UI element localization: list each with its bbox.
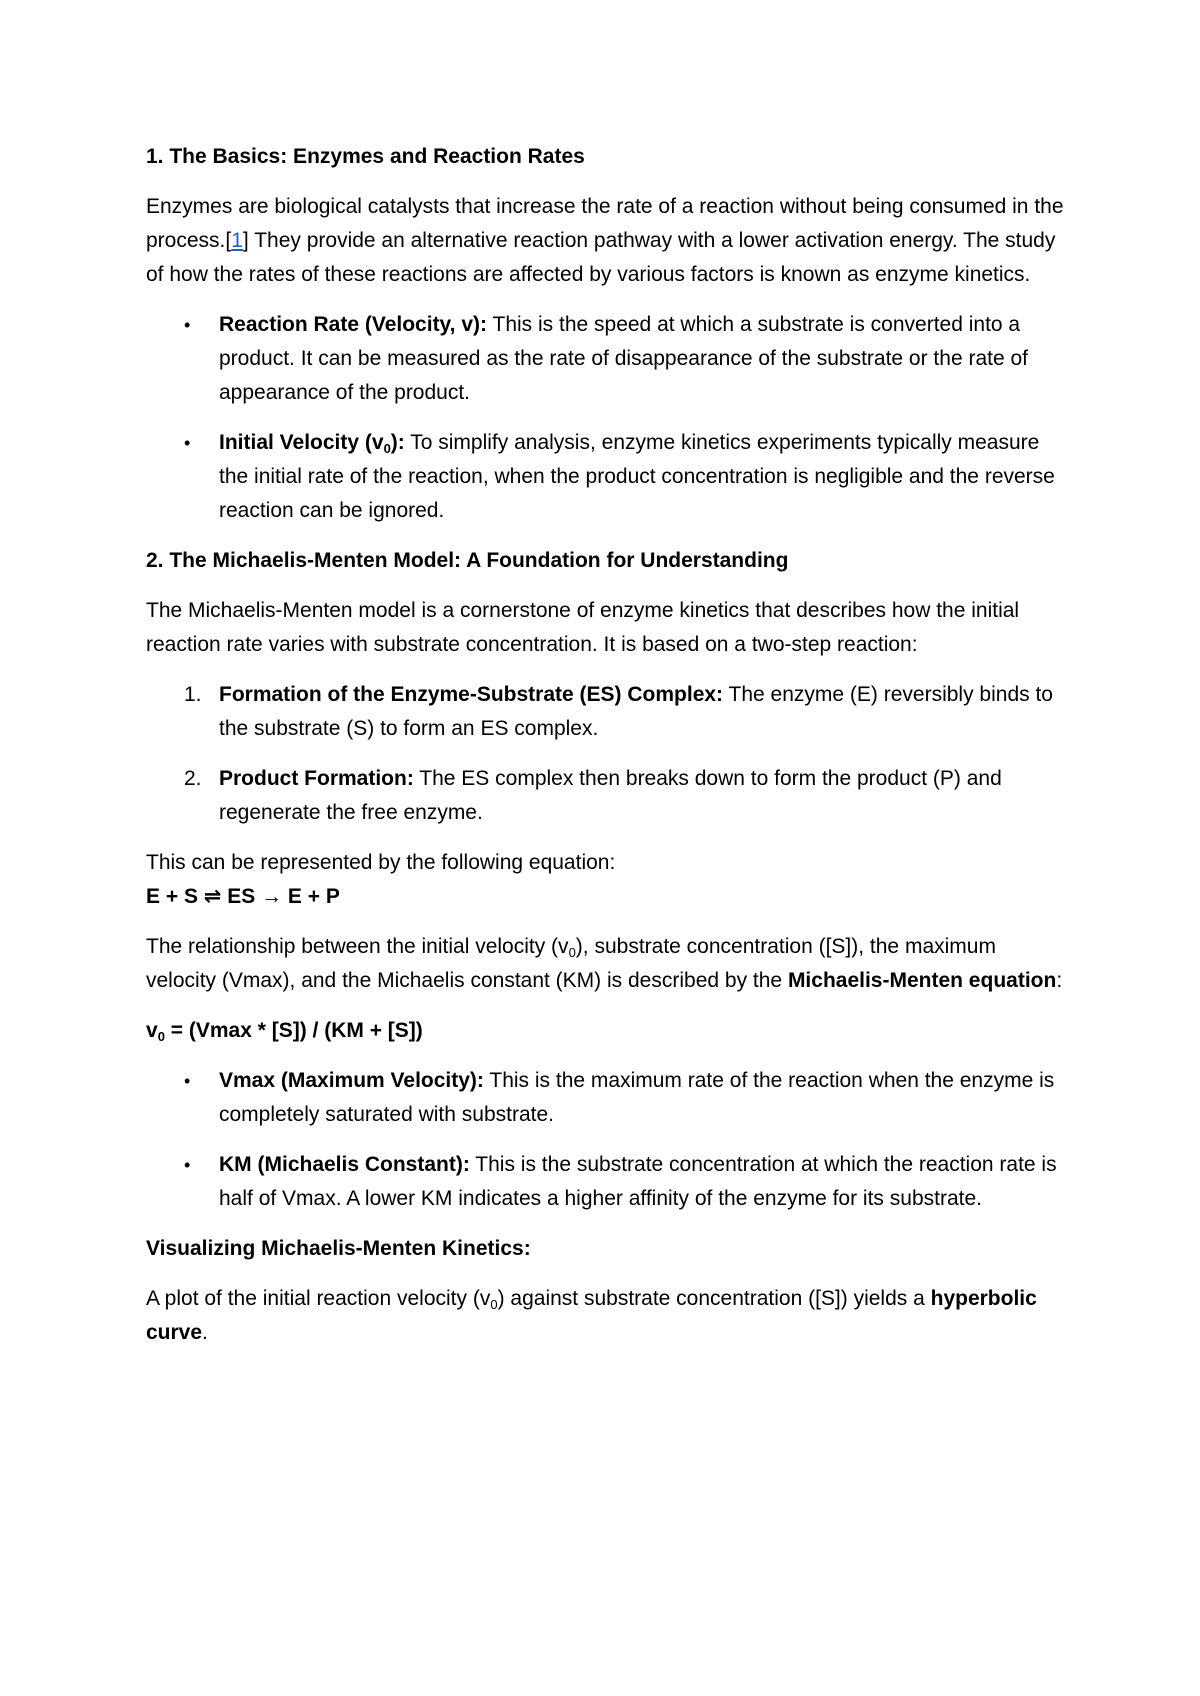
plot-text: A plot of the initial reaction velocity (v [146,1287,491,1310]
mm-equation-rest: = (Vmax * [S]) / (KM + [S]) [164,1019,423,1042]
definitions-bullet-list [146,1064,1066,1216]
citation-link[interactable]: 1 [231,229,243,252]
plot-text: ) against substrate concentration ([S]) yields a [497,1287,931,1310]
relationship-text: ), substrate concentration ([S]), the maximum velocity (Vmax), and the Michaelis constant (KM) is described by the [146,935,996,992]
section-1-heading: 1. The Basics: Enzymes and Reaction Rates [146,145,585,168]
section-2-intro: The Michaelis-Menten model is a cornerstone of enzyme kinetics that describes how the initial reaction rate varies with substrate concentration. It is based on a two-step reaction: [146,599,1020,656]
subscript: 0 [490,1297,498,1312]
list-item-text: To simplify analysis, enzyme kinetics experiments typically measure the initial rate of the reaction, when the product concentration is negligible and the reverse reaction can be ignored. [219,431,1055,522]
list-item [146,762,1066,830]
list-item-text: This is the substrate concentration at which the reaction rate is half of Vmax. A lower KM indicates a higher affinity of the enzyme for its substrate. [219,1153,1057,1210]
list-item [146,308,1066,410]
michaelis-menten-equation [146,1014,1066,1048]
list-item [146,678,1066,746]
subscript: 0 [383,441,391,456]
relationship-paragraph [146,930,1066,998]
relationship-text: : [1056,969,1063,992]
list-item-text: The enzyme (E) reversibly binds to the substrate (S) to form an ES complex. [219,683,1053,740]
intro-text-before-ref: Enzymes are biological catalysts that increase the rate of a reaction without being consumed in the process. [146,195,1064,252]
list-item-term: KM (Michaelis Constant): [219,1153,470,1176]
bullet-icon: • [184,1155,191,1175]
list-item-term: Reaction Rate (Velocity, v): [219,313,488,336]
mm-equation-text [146,1019,423,1042]
list-item-text: This is the speed at which a substrate is converted into a product. It can be measured as the rate of disappearance of the substrate or the rate of appearance of the product. [219,313,1028,404]
section-1-bullet-list [146,308,1066,528]
equation-intro: This can be represented by the following equation: [146,851,616,874]
reaction-equation-text: E + S ⇌ ES → E + P [146,885,340,908]
list-number: 1. [184,683,202,706]
subscript: 0 [157,1029,165,1044]
list-item-term: Formation of the Enzyme-Substrate (ES) Complex: [219,683,724,706]
plot-bold: hyperbolic curve [146,1287,1037,1344]
list-item [146,1148,1066,1216]
document-page [146,140,1066,1366]
section-1-intro [146,190,1066,292]
list-number: 2. [184,767,202,790]
citation-close-bracket: ] [242,229,249,252]
plot-text: . [202,1321,208,1344]
section-2-heading: 2. The Michaelis-Menten Model: A Foundation for Understanding [146,549,789,572]
list-item [146,426,1066,528]
bullet-icon: • [184,1071,191,1091]
list-item-text: The ES complex then breaks down to form the product (P) and regenerate the free enzyme. [219,767,1002,824]
list-item-term [219,431,405,454]
list-item [146,1064,1066,1132]
bullet-icon: • [184,315,191,335]
relationship-text: The relationship between the initial velocity (v [146,935,569,958]
visualizing-heading: Visualizing Michaelis-Menten Kinetics: [146,1237,531,1260]
list-item-term: Vmax (Maximum Velocity): [219,1069,484,1092]
section-2-numbered-list [146,678,1066,830]
bullet-icon: • [184,433,191,453]
mm-equation-v: v [146,1019,158,1042]
plot-paragraph [146,1282,1066,1350]
list-item-term: Product Formation: [219,767,414,790]
term-part: ): [390,431,405,454]
reaction-equation [146,880,1066,914]
citation-open-bracket: [ [225,229,232,252]
relationship-bold: Michaelis-Menten equation [787,969,1057,992]
list-item-text: This is the maximum rate of the reaction when the enzyme is completely saturated with substrate. [219,1069,1055,1126]
subscript: 0 [568,945,576,960]
term-part: Initial Velocity (v [219,431,384,454]
intro-text-after-ref: They provide an alternative reaction pathway with a lower activation energy. The study of how the rates of these reactions are affected by various factors is known as enzyme kinetics. [146,229,1056,286]
